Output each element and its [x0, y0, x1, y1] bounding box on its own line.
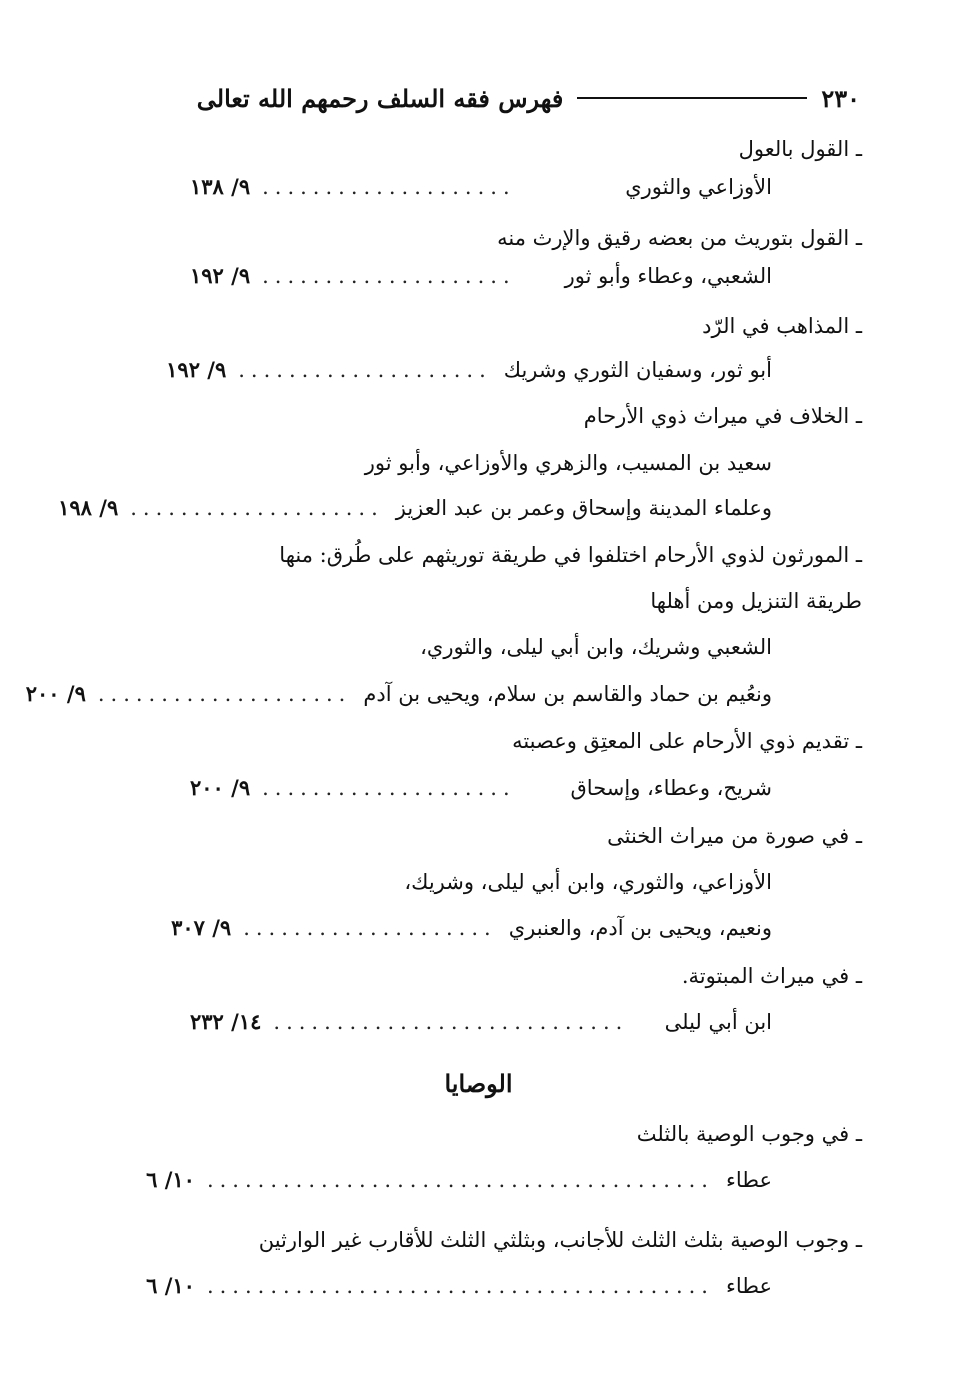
index-entry	[190, 256, 772, 296]
entry-names: الشعبي، وعطاء وأبو ثور	[564, 264, 772, 288]
index-entry	[190, 1002, 772, 1042]
index-topic: ـ الخلاف في ميراث ذوي الأرحام	[583, 404, 862, 428]
index-topic: ـ في صورة من ميراث الخنثى	[607, 824, 862, 848]
index-topic: ـ المذاهب في الرّد	[702, 314, 862, 338]
entry-names: الأوزاعي والثوري	[625, 175, 772, 199]
entry-names: أبو ثور، وسفيان الثوري وشريك	[503, 358, 772, 382]
entry-names: عطاء	[725, 1168, 772, 1192]
entry-reference: ٩/ ٢٠٠	[25, 681, 86, 706]
entry-reference: ١٠/ ٦	[146, 1167, 195, 1192]
entry-reference: ١٠/ ٦	[146, 1273, 195, 1298]
entry-names: عطاء	[725, 1274, 772, 1298]
page-header	[70, 78, 860, 118]
index-topic: ـ تقديم ذوي الأرحام على المعتِق وعصبته	[512, 729, 862, 753]
entry-reference: ٩/ ١٩٨	[58, 495, 119, 520]
leader-dots: ....................	[262, 175, 516, 199]
index-entry-line: الشعبي وشريك، وابن أبي ليلى، والثوري،	[420, 635, 772, 659]
entry-reference: ٩/ ١٩٢	[190, 263, 251, 288]
leader-dots: ....................	[130, 496, 384, 520]
leader-dots: ........................................	[206, 1274, 714, 1298]
entry-reference: ٩/ ٢٠٠	[190, 775, 251, 800]
index-entry	[190, 768, 772, 808]
index-entry	[58, 488, 772, 528]
index-topic: ـ في ميراث المبتوتة.	[681, 964, 862, 988]
index-topic: ـ وجوب الوصية بثلث الثلث للأجانب، وبثلثي الثلث للأقارب غير الوارثين	[258, 1228, 862, 1252]
entry-reference: ٩/ ١٩٢	[166, 357, 227, 382]
section-heading: الوصايا	[444, 1069, 513, 1098]
entry-names: وعلماء المدينة وإسحاق وعمر بن عبد العزيز	[395, 496, 772, 520]
entry-names: شريح، وعطاء، وإسحاق	[570, 776, 772, 800]
leader-dots: ....................	[262, 264, 516, 288]
entry-reference: ٩/ ١٣٨	[190, 174, 251, 199]
index-topic: ـ القول بالعول	[738, 137, 862, 161]
index-entry	[146, 1266, 772, 1306]
index-entry-line: سعيد بن المسيب، والزهري والأوزاعي، وأبو ثور	[364, 451, 772, 475]
entry-names: ونعيم، ويحيى بن آدم، والعنبري	[508, 916, 772, 940]
index-entry	[166, 350, 772, 390]
entry-reference: ١٤/ ٢٣٢	[190, 1009, 262, 1034]
entry-reference: ٩/ ٣٠٧	[171, 915, 232, 940]
index-topic: ـ المورثون لذوي الأرحام اختلفوا في طريقة توريثهم على طُرق: منها	[279, 543, 862, 567]
entry-names: ونعُيم بن حماد والقاسم بن سلام، ويحيى بن آدم	[363, 682, 772, 706]
index-entry	[146, 1160, 772, 1200]
index-topic: ـ في وجوب الوصية بالثلث	[636, 1122, 862, 1146]
leader-dots: ........................................	[206, 1168, 714, 1192]
index-entry	[190, 167, 772, 207]
leader-dots: ............................	[273, 1010, 629, 1034]
running-title: فهرس فقه السلف رحمهم الله تعالى	[196, 83, 564, 113]
index-topic: ـ القول بتوريث من بعضه رقيق والإرث منه	[497, 226, 862, 250]
index-entry	[171, 908, 772, 948]
leader-dots: ....................	[243, 916, 497, 940]
leader-dots: ....................	[97, 682, 352, 706]
entry-names: ابن أبي ليلى	[664, 1010, 772, 1034]
header-rule	[577, 97, 807, 99]
index-entry	[25, 674, 772, 714]
page-number: ٢٣٠	[821, 83, 860, 113]
leader-dots: ....................	[238, 358, 492, 382]
index-topic-continuation: طريقة التنزيل ومن أهلها	[650, 589, 862, 613]
index-entry-line: الأوزاعي، والثوري، وابن أبي ليلى، وشريك،	[404, 870, 772, 894]
leader-dots: ....................	[262, 776, 516, 800]
